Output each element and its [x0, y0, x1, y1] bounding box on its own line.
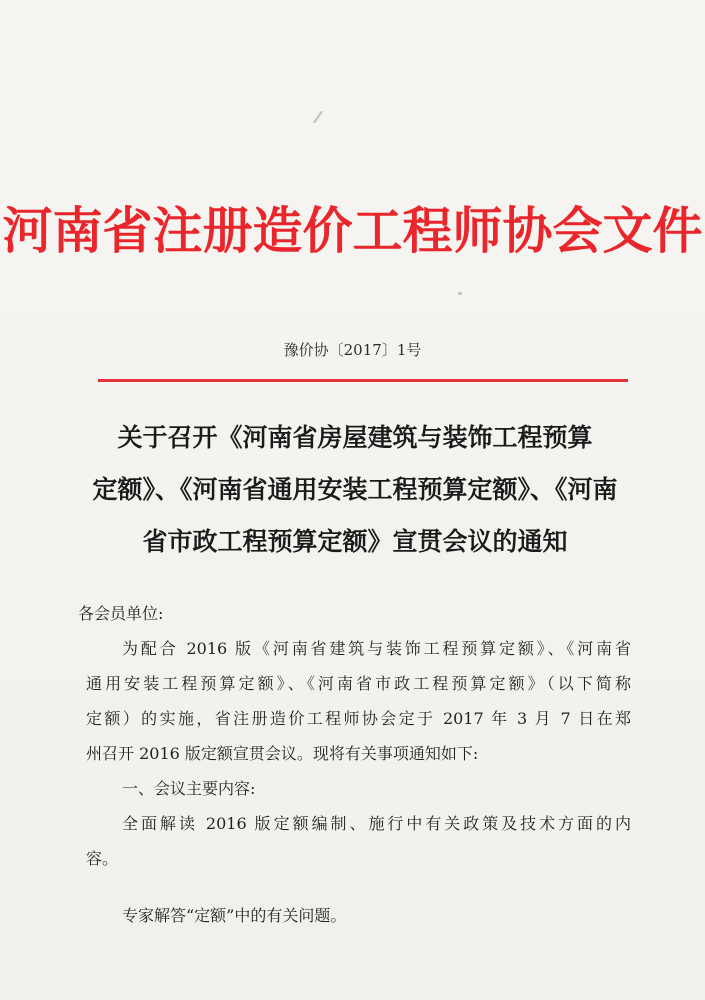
scan-speck	[458, 292, 462, 295]
item-line: 容。	[86, 849, 119, 868]
paragraph-line: 为配合 2016 版《河南省建筑与装饰工程预算定额》、《河南省	[122, 639, 631, 658]
section-heading: 一、会议主要内容:	[122, 779, 256, 798]
document-number: 豫价协〔2017〕1号	[283, 341, 422, 359]
document-header: 河南省注册造价工程师协会文件	[2, 202, 703, 260]
document-body	[78, 596, 631, 933]
title-line: 定额》、《河南省通用安装工程预算定额》、《河南	[92, 475, 618, 504]
scan-speck	[313, 111, 323, 124]
paragraph-line: 定额）的实施，省注册造价工程师协会定于 2017 年 3 月 7 日在郑	[86, 709, 631, 728]
title-line: 关于召开《河南省房屋建筑与装饰工程预算	[117, 423, 593, 452]
item-line: 专家解答“定额”中的有关问题。	[122, 906, 347, 925]
paragraph-line: 州召开 2016 版定额宣贯会议。现将有关事项通知如下:	[86, 744, 479, 763]
item-line: 全面解读 2016 版定额编制、施行中有关政策及技术方面的内	[122, 814, 631, 833]
red-divider-line	[98, 379, 628, 382]
document-title	[60, 412, 650, 568]
salutation: 各会员单位:	[78, 604, 164, 623]
title-line: 省市政工程预算定额》宣贯会议的通知	[142, 527, 568, 556]
paragraph-line: 通用安装工程预算定额》、《河南省市政工程预算定额》（以下简称	[86, 674, 631, 693]
spacer	[86, 876, 631, 898]
